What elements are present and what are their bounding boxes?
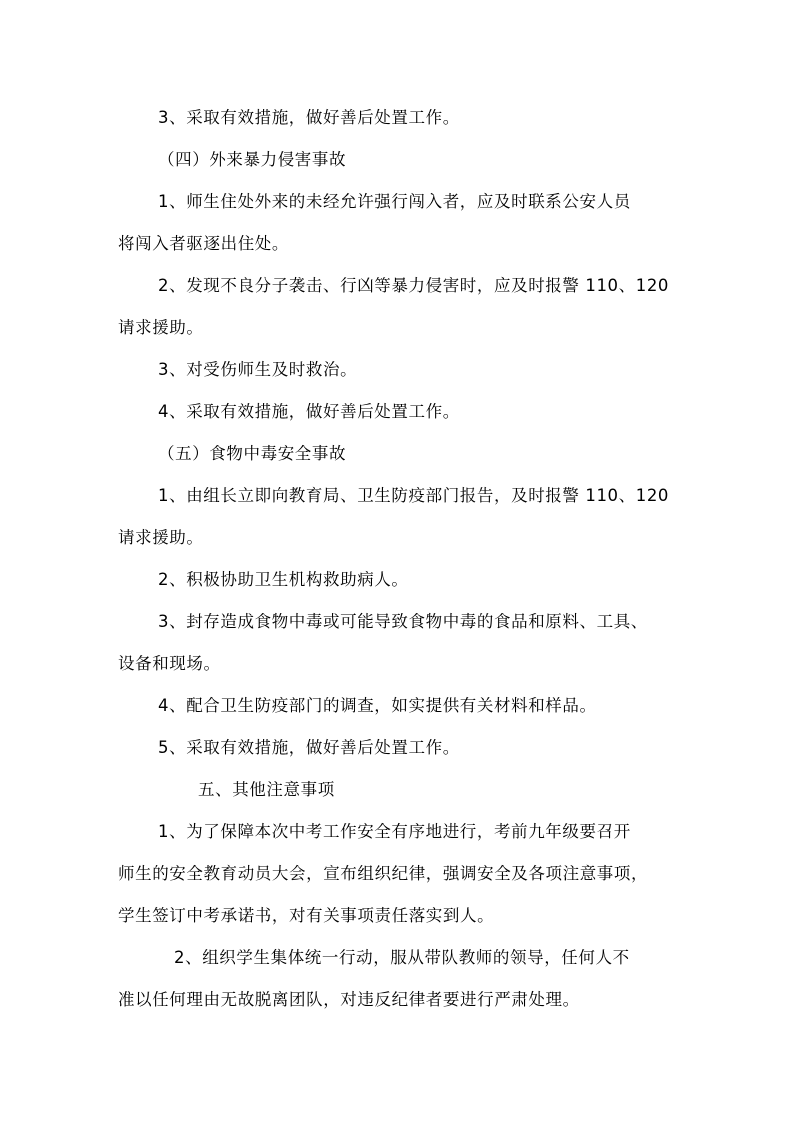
- text-line: 3、对受伤师生及时救治。: [158, 360, 358, 379]
- text-line: 请求援助。: [118, 528, 204, 547]
- section-heading: （四）外来暴力侵害事故: [158, 150, 347, 169]
- text-line: 1、由组长立即向教育局、卫生防疫部门报告，及时报警 110、120: [158, 486, 670, 505]
- text-line: 2、组织学生集体统一行动，服从带队教师的领导，任何人不: [174, 948, 630, 967]
- text-line: 2、发现不良分子袭击、行凶等暴力侵害时，应及时报警 110、120: [158, 276, 670, 295]
- text-line: 3、封存造成食物中毒或可能导致食物中毒的食品和原料、工具、: [158, 612, 648, 631]
- text-line: 4、采取有效措施，做好善后处置工作。: [158, 402, 460, 421]
- text-line: 设备和现场。: [118, 654, 221, 673]
- text-line: 准以任何理由无故脱离团队，对违反纪律者要进行严肃处理。: [118, 990, 580, 1009]
- text-line: 师生的安全教育动员大会，宣布组织纪律，强调安全及各项注意事项，: [118, 864, 649, 883]
- text-line: 3、采取有效措施，做好善后处置工作。: [158, 108, 460, 127]
- text-line: 请求援助。: [118, 318, 204, 337]
- text-line: 1、为了保障本次中考工作安全有序地进行，考前九年级要召开: [158, 822, 631, 841]
- text-line: 将闯入者驱逐出住处。: [118, 234, 289, 253]
- text-line: 2、积极协助卫生机构救助病人。: [158, 570, 409, 589]
- text-line: 学生签订中考承诺书，对有关事项责任落实到人。: [118, 906, 495, 925]
- section-heading: 五、其他注意事项: [198, 780, 335, 799]
- text-line: 1、师生住处外来的未经允许强行闯入者，应及时联系公安人员: [158, 192, 631, 211]
- section-heading: （五）食物中毒安全事故: [158, 444, 347, 463]
- text-line: 5、采取有效措施，做好善后处置工作。: [158, 738, 460, 757]
- text-line: 4、配合卫生防疫部门的调查，如实提供有关材料和样品。: [158, 696, 597, 715]
